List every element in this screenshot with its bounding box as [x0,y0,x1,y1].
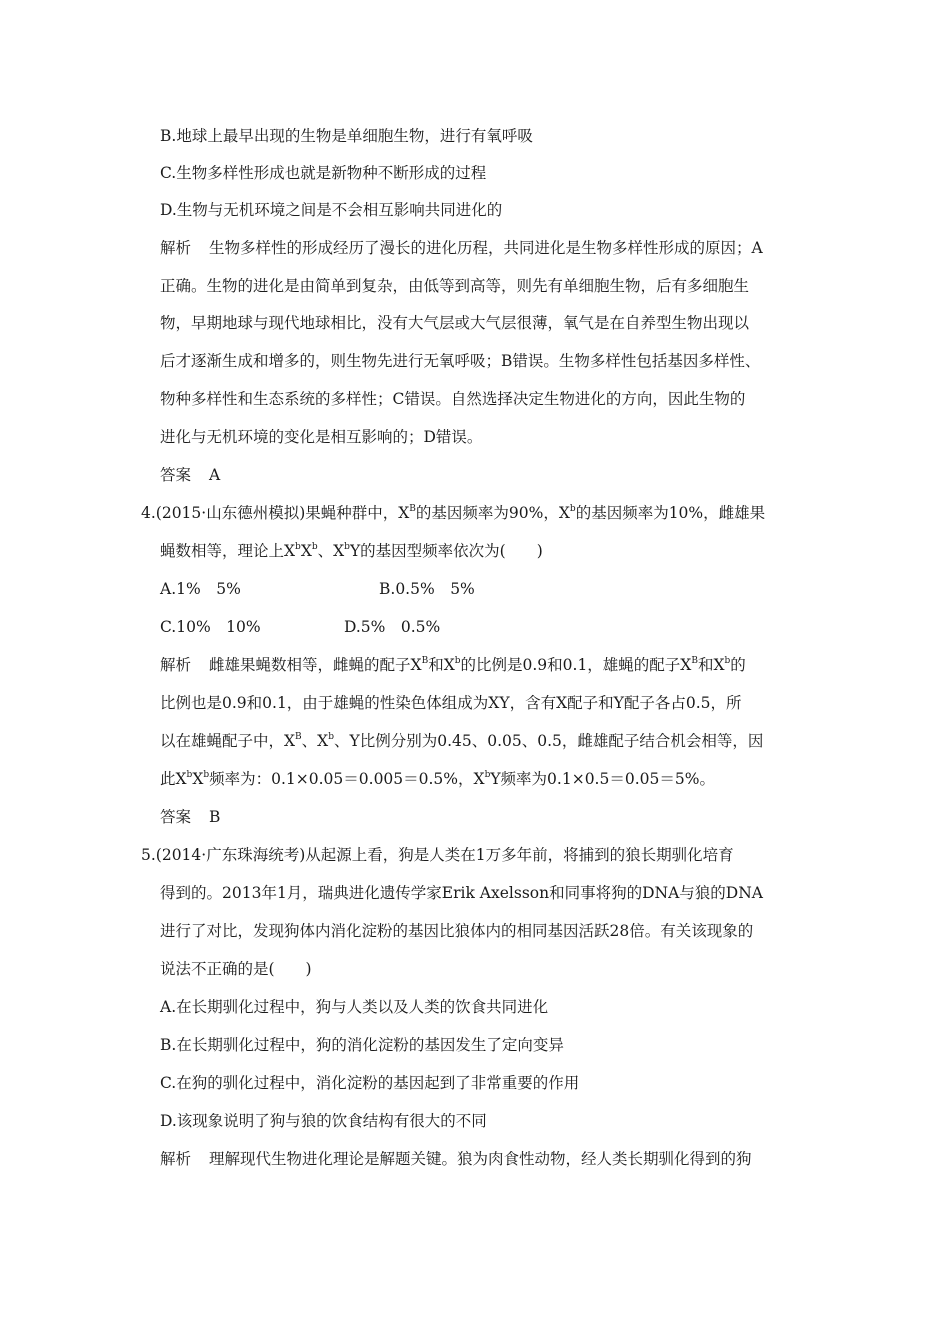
question-5-stem: 5.(2014·广东珠海统考)从起源上看，狗是人类在1万多年前，将捕到的狼长期驯化培育 [141,846,734,864]
analysis-line: 进化与无机环境的变化是相互影响的；D错误。 [160,428,483,446]
option-a-text: A.在长期驯化过程中，狗与人类以及人类的饮食共同进化 [160,998,549,1016]
option-d-text: D.5% 0.5% [344,618,441,636]
analysis-line: 以在雄蝇配子中，$X^B$、$X^b$、Y比例分别为0.45、0.05、0.5，雌雄配子结合机会相等，因 [160,731,764,750]
question-4-stem: 4.(2015·山东德州模拟)果蝇种群中，$X^B$的基因频率为90%，$X^b$的基因频率为10%，雌雄果 [141,503,766,522]
option-d-text: D.该现象说明了狗与狼的饮食结构有很大的不同 [160,1112,487,1130]
answer-q3: 答案 A [160,466,221,484]
analysis-line: 物种多样性和生态系统的多样性；C错误。自然选择决定生物进化的方向，因此生物的 [160,390,746,408]
answer-q4: 答案 B [160,808,221,826]
analysis-paragraph-q5: 解析 理解现代生物进化理论是解题关键。狼为肉食性动物，经人类长期驯化得到的狗 [160,1150,752,1168]
question-5-stem-line: 得到的。2013年1月，瑞典进化遗传学家Erik Axelsson和同事将狗的DNA与狼的DNA [160,884,763,902]
analysis-line: 物，早期地球与现代地球相比，没有大气层或大气层很薄，氧气是在自养型生物出现以 [160,314,750,332]
analysis-paragraph-q3: 解析 生物多样性的形成经历了漫长的进化历程，共同进化是生物多样性形成的原因；A [160,239,763,257]
option-b-text: B.0.5% 5% [379,580,475,598]
analysis-line: 此$X^bX^b$频率为：0.1×0.05＝0.005＝0.5%，$X^bY$频率为0.1×0.5＝0.05＝5%。 [160,769,715,788]
analysis-line: 正确。生物的进化是由简单到复杂，由低等到高等，则先有单细胞生物，后有多细胞生 [160,277,750,295]
option-c-text: C.生物多样性形成也就是新物种不断形成的过程 [160,164,487,182]
option-b-text: B.在长期驯化过程中，狗的消化淀粉的基因发生了定向变异 [160,1036,564,1054]
option-b-text: B.地球上最早出现的生物是单细胞生物，进行有氧呼吸 [160,127,533,145]
question-5-stem-line: 说法不正确的是( ) [160,960,312,978]
option-c-text: C.在狗的驯化过程中，消化淀粉的基因起到了非常重要的作用 [160,1074,580,1092]
analysis-line: 比例也是0.9和0.1，由于雄蝇的性染色体组成为XY，含有X配子和Y配子各占0.5，所 [160,694,742,712]
question-4-stem-line2: 蝇数相等，理论上$X^bX^b$、$X^bY$的基因型频率依次为( ) [160,541,543,560]
analysis-line: 后才逐渐生成和增多的，则生物先进行无氧呼吸；B错误。生物多样性包括基因多样性、 [160,352,761,370]
option-c-text: C.10% 10% [160,618,261,636]
option-d-text: D.生物与无机环境之间是不会相互影响共同进化的 [160,201,503,219]
option-a-text: A.1% 5% [160,580,241,598]
analysis-paragraph-q4: 解析 雌雄果蝇数相等，雌蝇的配子$X^B$和$X^b$的比例是0.9和0.1，雄蝇的配子$X^B$和$X^b$的 [160,655,746,674]
question-5-stem-line: 进行了对比，发现狗体内消化淀粉的基因比狼体内的相同基因活跃28倍。有关该现象的 [160,922,754,940]
